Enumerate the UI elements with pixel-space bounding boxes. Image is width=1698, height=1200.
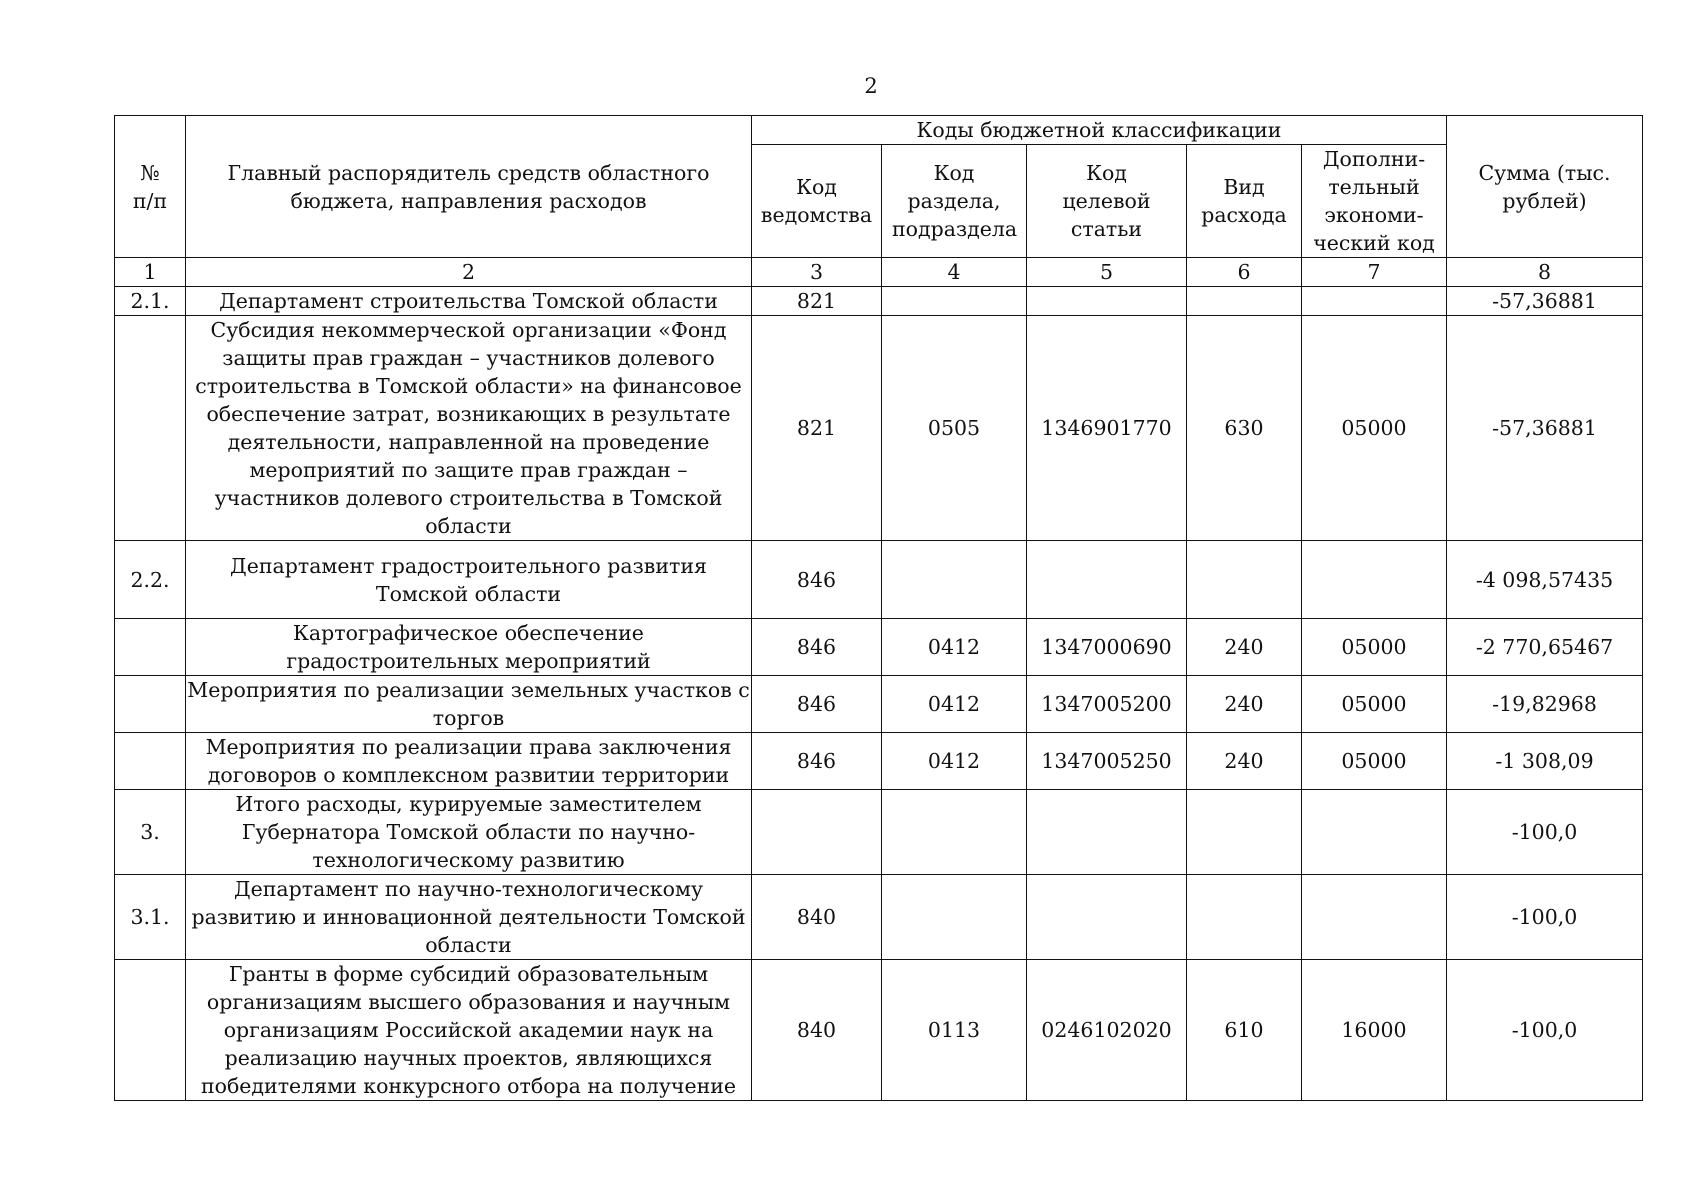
row-type: 630 bbox=[1187, 316, 1302, 541]
row-name: Гранты в форме субсидий образовательным организациям высшего образования и научным организациям Российской академии наук на реализацию научных проектов, являющихся победителями конкурсного отбора на получение bbox=[186, 960, 752, 1101]
column-number: 1 bbox=[115, 258, 186, 287]
row-sum: -57,36881 bbox=[1447, 287, 1643, 316]
row-sum: -19,82968 bbox=[1447, 676, 1643, 733]
row-target: 1347005200 bbox=[1027, 676, 1187, 733]
row-no: 3. bbox=[115, 790, 186, 875]
row-dept: 846 bbox=[752, 619, 882, 676]
table-row bbox=[115, 316, 1643, 541]
row-no bbox=[115, 316, 186, 541]
header-code-target: Код целевой статьи bbox=[1027, 145, 1187, 258]
column-number: 4 bbox=[882, 258, 1027, 287]
row-target bbox=[1027, 790, 1187, 875]
table-row bbox=[115, 676, 1643, 733]
table-row bbox=[115, 287, 1643, 316]
row-type bbox=[1187, 287, 1302, 316]
row-no bbox=[115, 960, 186, 1101]
column-number: 7 bbox=[1302, 258, 1447, 287]
row-no bbox=[115, 619, 186, 676]
row-target: 1347005250 bbox=[1027, 733, 1187, 790]
row-no bbox=[115, 676, 186, 733]
row-target: 0246102020 bbox=[1027, 960, 1187, 1101]
row-extra: 05000 bbox=[1302, 676, 1447, 733]
header-code-extra: Дополни- тельный экономи- ческий код bbox=[1302, 145, 1447, 258]
row-section bbox=[882, 287, 1027, 316]
table-row bbox=[115, 960, 1643, 1101]
header-code-dept: Код ведомства bbox=[752, 145, 882, 258]
row-no: 2.1. bbox=[115, 287, 186, 316]
column-number: 8 bbox=[1447, 258, 1643, 287]
row-sum: -100,0 bbox=[1447, 960, 1643, 1101]
row-sum: -2 770,65467 bbox=[1447, 619, 1643, 676]
row-section: 0412 bbox=[882, 619, 1027, 676]
row-type: 240 bbox=[1187, 676, 1302, 733]
column-number: 5 bbox=[1027, 258, 1187, 287]
header-code-section: Код раздела, подраздела bbox=[882, 145, 1027, 258]
row-target bbox=[1027, 875, 1187, 960]
row-extra bbox=[1302, 790, 1447, 875]
table-row bbox=[115, 875, 1643, 960]
header-codes-group: Коды бюджетной классификации bbox=[752, 116, 1447, 145]
row-extra: 16000 bbox=[1302, 960, 1447, 1101]
row-target: 1347000690 bbox=[1027, 619, 1187, 676]
page-number: 2 bbox=[864, 74, 878, 98]
table-row bbox=[115, 541, 1643, 619]
row-section: 0412 bbox=[882, 733, 1027, 790]
row-name: Департамент строительства Томской области bbox=[186, 287, 752, 316]
header-code-type: Вид расхода bbox=[1187, 145, 1302, 258]
row-sum: -100,0 bbox=[1447, 875, 1643, 960]
row-name: Департамент по научно-технологическому развитию и инновационной деятельности Томской области bbox=[186, 875, 752, 960]
row-sum: -4 098,57435 bbox=[1447, 541, 1643, 619]
row-name: Картографическое обеспечение градостроительных мероприятий bbox=[186, 619, 752, 676]
row-type bbox=[1187, 875, 1302, 960]
row-section bbox=[882, 541, 1027, 619]
row-section: 0412 bbox=[882, 676, 1027, 733]
row-extra bbox=[1302, 541, 1447, 619]
row-dept: 840 bbox=[752, 875, 882, 960]
row-sum: -1 308,09 bbox=[1447, 733, 1643, 790]
row-type: 610 bbox=[1187, 960, 1302, 1101]
row-type bbox=[1187, 790, 1302, 875]
row-extra: 05000 bbox=[1302, 733, 1447, 790]
row-dept: 821 bbox=[752, 316, 882, 541]
budget-table bbox=[114, 115, 1643, 1101]
column-number: 3 bbox=[752, 258, 882, 287]
table-row bbox=[115, 619, 1643, 676]
row-name: Департамент градостроительного развития Томской области bbox=[186, 541, 752, 619]
table-header bbox=[115, 116, 1643, 287]
row-target bbox=[1027, 541, 1187, 619]
row-target: 1346901770 bbox=[1027, 316, 1187, 541]
table-row bbox=[115, 733, 1643, 790]
row-section bbox=[882, 875, 1027, 960]
row-type: 240 bbox=[1187, 619, 1302, 676]
row-name: Мероприятия по реализации земельных участков с торгов bbox=[186, 676, 752, 733]
header-no: № п/п bbox=[115, 116, 186, 258]
row-dept: 846 bbox=[752, 733, 882, 790]
row-dept: 840 bbox=[752, 960, 882, 1101]
row-dept: 846 bbox=[752, 541, 882, 619]
row-section bbox=[882, 790, 1027, 875]
table-row bbox=[115, 790, 1643, 875]
row-no: 2.2. bbox=[115, 541, 186, 619]
row-name: Субсидия некоммерческой организации «Фонд защиты прав граждан – участников долевого строительства в Томской области» на финансовое обеспечение затрат, возникающих в результате деятельности, направленной на проведение мероприятий по защите прав граждан – участников долевого строительства в Томской области bbox=[186, 316, 752, 541]
column-number: 6 bbox=[1187, 258, 1302, 287]
row-sum: -100,0 bbox=[1447, 790, 1643, 875]
header-name: Главный распорядитель средств областного бюджета, направления расходов bbox=[186, 116, 752, 258]
row-sum: -57,36881 bbox=[1447, 316, 1643, 541]
table-body bbox=[115, 287, 1643, 1101]
row-extra: 05000 bbox=[1302, 619, 1447, 676]
row-name: Итого расходы, курируемые заместителем Губернатора Томской области по научно-технологическому развитию bbox=[186, 790, 752, 875]
header-sum: Сумма (тыс. рублей) bbox=[1447, 116, 1643, 258]
row-extra bbox=[1302, 287, 1447, 316]
row-section: 0113 bbox=[882, 960, 1027, 1101]
row-dept: 846 bbox=[752, 676, 882, 733]
row-extra: 05000 bbox=[1302, 316, 1447, 541]
column-number: 2 bbox=[186, 258, 752, 287]
column-number-row bbox=[115, 258, 1643, 287]
row-target bbox=[1027, 287, 1187, 316]
row-dept: 821 bbox=[752, 287, 882, 316]
row-type: 240 bbox=[1187, 733, 1302, 790]
row-name: Мероприятия по реализации права заключения договоров о комплексном развитии территории bbox=[186, 733, 752, 790]
row-extra bbox=[1302, 875, 1447, 960]
row-no: 3.1. bbox=[115, 875, 186, 960]
row-dept bbox=[752, 790, 882, 875]
row-no bbox=[115, 733, 186, 790]
row-section: 0505 bbox=[882, 316, 1027, 541]
row-type bbox=[1187, 541, 1302, 619]
